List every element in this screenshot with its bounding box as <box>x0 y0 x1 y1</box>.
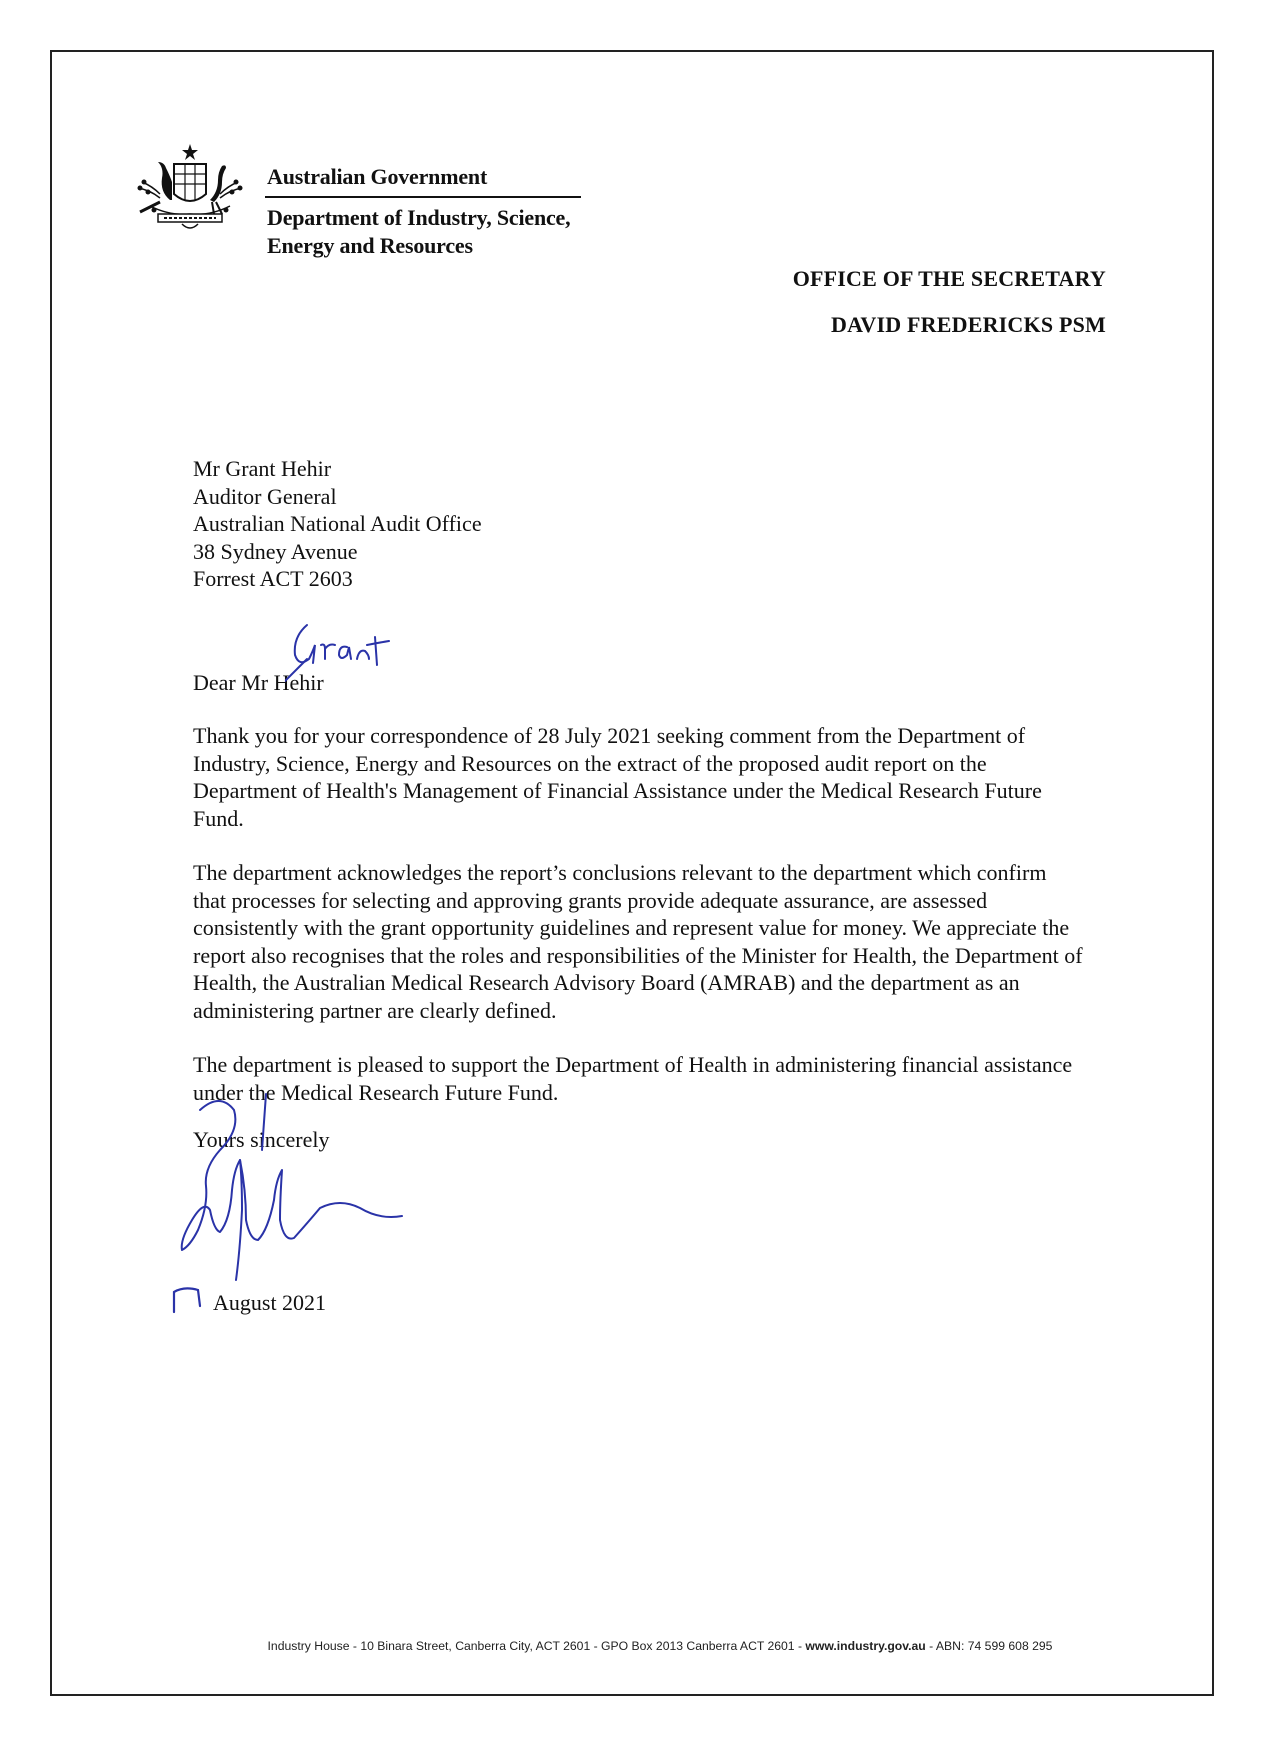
letter-body <box>193 722 1083 1133</box>
footer-address: Industry House - 10 Binara Street, Canberra City, ACT 2601 - GPO Box 2013 Canberra ACT 2601 - <box>267 1639 806 1653</box>
recipient-title: Auditor General <box>193 483 337 509</box>
recipient-organisation: Australian National Audit Office <box>193 511 482 536</box>
recipient-locality: Forrest ACT 2603 <box>193 566 353 591</box>
letter-date: August 2021 <box>213 1290 327 1315</box>
body-paragraph-3: The department is pleased to support the Department of Health in administering financial assistance under the Medical Research Future Fund. <box>193 1052 1073 1105</box>
body-paragraph-1: Thank you for your correspondence of 28 July 2021 seeking comment from the Department of Industry, Science, Energy and Resources on the extract of the proposed audit report on the Department of Health's Management of Financial Assistance under the Medical Research Future Fund. <box>193 723 1042 831</box>
coat-of-arms-icon <box>130 142 250 242</box>
footer-website: www.industry.gov.au <box>805 1639 926 1653</box>
secretary-name: DAVID FREDERICKS PSM <box>831 312 1106 337</box>
salutation <box>193 670 324 696</box>
recipient-address <box>193 455 482 593</box>
office-block <box>793 256 1106 348</box>
footer <box>210 1639 1110 1653</box>
salutation-surname: Hehir <box>273 670 324 695</box>
footer-abn: - ABN: 74 599 608 295 <box>925 1639 1053 1653</box>
letterhead-divider <box>265 196 581 198</box>
department-name: Department of Industry, Science, Energy and Resources <box>267 205 571 258</box>
salutation-prefix: Dear Mr <box>193 670 274 695</box>
government-name: Australian Government <box>267 164 488 189</box>
recipient-name: Mr Grant Hehir <box>193 456 332 481</box>
closing-line: Yours sincerely <box>193 1127 330 1152</box>
body-paragraph-2: The department acknowledges the report’s conclusions relevant to the department which confirm that processes for selecting and approving grants provide adequate assurance, are assessed consistently with the grant opportunity guidelines and represent value for money. We appreciate the report also recognises that the roles and responsibilities of the Minister for Health, the Department of Health, the Australian Medical Research Advisory Board (AMRAB) and the department as an administering partner are clearly defined. <box>193 860 1083 1023</box>
office-title: OFFICE OF THE SECRETARY <box>792 266 1106 291</box>
recipient-street: 38 Sydney Avenue <box>193 538 358 564</box>
